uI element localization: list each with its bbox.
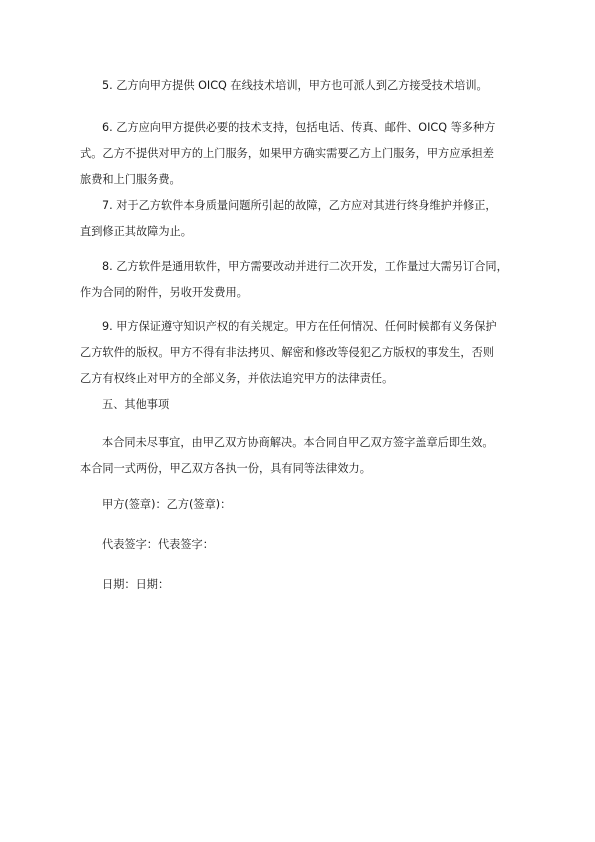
seal-line — [80, 492, 530, 518]
clause-9-line-2: 乙方软件的版权。甲方不得有非法拷贝、解密和修改等侵犯乙方版权的事发生，否则 — [80, 346, 494, 359]
clause-8-line-2: 作为合同的附件，另收开发费用。 — [80, 286, 248, 299]
misc-provisions — [80, 430, 530, 482]
clause-8 — [80, 254, 530, 306]
clause-9-line-3: 乙方有权终止对甲方的全部义务，并依法追究甲方的法律责任。 — [80, 372, 394, 385]
clause-6-line-2: 式。乙方不提供对甲方的上门服务，如果甲方确实需要乙方上门服务，甲方应承担差 — [80, 147, 494, 160]
clause-8-line-1: 8. 乙方软件是通用软件，甲方需要改动并进行二次开发，工作量过大需另订合同， — [102, 260, 508, 273]
representative-signature-text: 代表签字：代表签字： — [102, 538, 214, 551]
representative-signature-line — [80, 532, 530, 558]
clause-7 — [80, 193, 530, 245]
section-other-matters-heading — [80, 392, 530, 418]
clause-6-line-1: 6. 乙方应向甲方提供必要的技术支持，包括电话、传真、邮件、OICQ 等多种方 — [102, 121, 496, 134]
misc-line-1: 本合同未尽事宜，由甲乙双方协商解决。本合同自甲乙双方签字盖章后即生效。 — [102, 436, 494, 449]
date-line-text: 日期：日期： — [102, 578, 170, 591]
clause-5-line-1: 5. 乙方向甲方提供 OICQ 在线技术培训，甲方也可派人到乙方接受技术培训。 — [102, 79, 488, 92]
clause-9 — [80, 314, 530, 392]
clause-7-line-1: 7. 对于乙方软件本身质量问题所引起的故障，乙方应对其进行终身维护并修正， — [102, 199, 497, 212]
misc-line-2: 本合同一式两份，甲乙双方各执一份，具有同等法律效力。 — [80, 462, 371, 475]
section-5-heading-text: 五、其他事项 — [102, 398, 170, 411]
clause-9-line-1: 9. 甲方保证遵守知识产权的有关规定。甲方在任何情况、任何时候都有义务保护 — [102, 320, 497, 333]
clause-7-line-2: 直到修正其故障为止。 — [80, 225, 192, 238]
clause-5 — [80, 73, 530, 99]
date-line — [80, 572, 530, 598]
clause-6-line-3: 旅费和上门服务费。 — [80, 173, 181, 186]
clause-6 — [80, 115, 530, 193]
seal-line-text: 甲方(签章)：乙方(签章)： — [102, 498, 232, 511]
